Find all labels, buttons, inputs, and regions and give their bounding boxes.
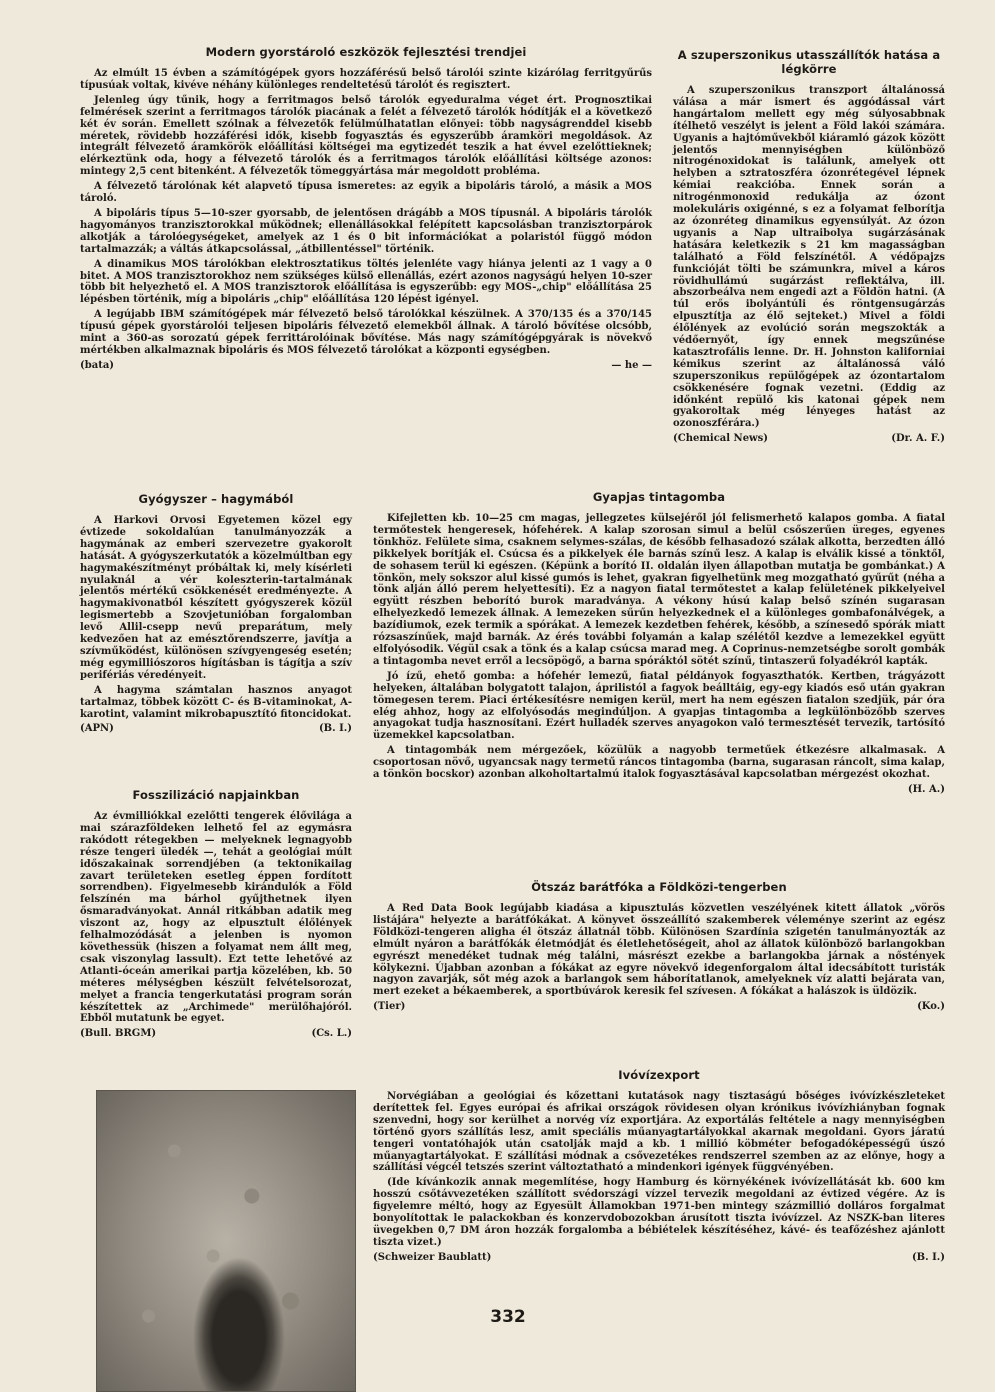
source-label: (bata) [80,359,115,371]
paragraph: Norvégiában a geológiai és kőzettani kutatások nagy tisztaságú bőséges ivóvízkészleteket derítettek fel. Egyes európai és afrikai országok rövidesen olyan krónikus ivóvízhiányban fognak szenvedni, hogy sor kerülhet a norvég víz exportjára. Az exportálás feltétele a nagy mennyiségben történő gyors szállítás lesz, amit speciális műanyagtartályokkal akarnak megoldani. Gyors járatú tengeri vontatóhajók után csatolják majd a kb. 1 millió köbméter befogadóképességű úszó műanyagtartályokat. E szállítási módnak a csővezetékes rendszerrel szemben az az előnye, hogy a szállítási végcél tetszés szerint változtatható a mindenkori igények függvényében. [373,1091,945,1174]
source-label: (Chemical News) [673,433,769,445]
page-number: 332 [490,1307,526,1327]
source-label: (APN) [80,723,114,735]
signature-line [373,1252,945,1264]
paragraph: A szuperszonikus transzport általánossá válása a már ismert és aggódással várt hangártalom mellett egy még súlyosabbnak ítélhető veszélyt is jelent a Föld lakói számára. Ugyanis a hajtóművekből kiáramló gázok között jelentős mennyiségben különböző nitrogénoxidokat is találunk, amelyek ott helyben a sztratoszféra ózonrétegével lépnek kémiai reakcióba. Ennek során a nitrogénmonoxid redukálja az ózont molekuláris oxigénné, s ez a folyamat felborítja az ózonréteg dinamikus egyensúlyát. Az ózon ugyanis a Nap ultraibolya sugárzásának hatására keletkezik s 21 km magasságban található a Föld felszínétől. A védőpajzs funkcióját tölti be számunkra, mivel a káros rövidhullámú sugárzást reflektálva, ill. abszorbeálva nem engedi azt a Földön hatni. (A túl erős ibolyántúli és röntgensugárzás elpusztítja az élő sejteket.) Mivel a földi élőlények az evolúció során megszokták a védőernyőt, így ennek megszűnése katasztrofális lenne. Dr. H. Johnston kaliforniai kémikus szerint az általánossá váló szuperszonikus repülőgépek az ózontartalom csökkenésére fognak vezetni. (Eddig az időnként repülő kis katonai gépek nem gyakoroltak még lényeges hatást az ozonoszférára.) [673,85,945,430]
paragraph: A hagyma számtalan hasznos anyagot tartalmaz, többek között C- és B-vitaminokat, A-karotint, valamint mikrobapusztító fitoncidokat. [80,684,352,720]
signature-line [373,784,945,796]
author-label: (B. I.) [911,1251,945,1263]
author-label: (Cs. L.) [311,1028,352,1040]
paragraph: A félvezető tárolónak két alapvető típusa ismeretes: az egyik a bipoláris tároló, a másik a MOS tároló. [80,181,652,205]
article-title: Fosszilizáció napjainkban [132,788,300,802]
article-title: A szuperszonikus utasszállítók hatása a légkörre [677,48,941,76]
paragraph: A Red Data Book legújabb kiadása a kipusztulás közvetlen veszélyének kitett állatok „vörös listájára" helyezte a barátfókákat. A könyvet összeállító szakemberek véleménye szerint az egész Földközi-tengeren aligha él ötszáz állatnál több. Különösen Szardínia szigetén tanulmányozták az elmúlt nyáron a barátfókák életmódját és életlehetőségeit, ahol az állatok különböző barlangokban egyrészt menedéket tudnak még találni, másrészt ezekbe a barlangokba járnak a nőstények kölykezni. Újabban azonban a fókákat az egyre növekvő idegenforgalom által idecsábított turisták nagyon zavarják, sőt még azok a barlangok sem háborítatlanok, amelyeknek víz alatti bejárata van, mert ezeket a békaemberek, a sportbúvárok keresik fel szívesen. A fókákat a halászok is üldözik. [373,903,945,998]
seafloor-photo [96,1090,356,1392]
article-title: Modern gyorstároló eszközök fejlesztési trendjei [205,45,527,59]
signature-line [373,1001,945,1013]
article-title: Gyapjas tintagomba [592,490,726,504]
paragraph: Az évmilliókkal ezelőtti tengerek élővilága a mai szárazföldeken lelhető fel az egymásra rakódott rétegekben — melyeknek legnagyobb része tengeri üledék —, tehát a geológiai múlt időszakainak sorrendjében (a tektonikailag zavart területeken esetleg éppen fordított sorrendben). Figyelmesebb kirándulók a Föld felszínén ma bárhol gyűjthetnek ilyen ősmaradványokat. Annál ritkábban adatik meg viszont az, hogy az elpusztult élőlények felhalmozódását a jelenben is nyomon követhessük (hiszen a folyamat nem állt meg, csak viszonylag lassult). Ezt tette lehetővé az Atlanti-óceán amerikai partja közelében, kb. 50 méteres mélységben készült felvételsorozat, melyet a francia tengerkutatási program során készítettek az „Archimede" merülőhajóról. Ebből mutatunk be egyet. [80,811,352,1025]
author-label: (Ko.) [917,1001,945,1013]
paragraph: A legújabb IBM számítógépek már félvezető belső tárolókkal készülnek. A 370/135 és a 370/145 típusú gépek gyorstárolói teljesen bipoláris félvezető elemekből állnak. A tároló bővítése olcsóbb, mint a 360-as sorozatú gépek ferrittárolóinak bővítése. Más nagy számítógépgyárak is növekvő mértékben alkalmaznak bipoláris és MOS félvezető tárolókat a központi egységben. [80,309,652,356]
source-label: (Bull. BRGM) [80,1028,157,1040]
author-label: (Dr. A. F.) [891,433,945,445]
paragraph: (Ide kívánkozik annak megemlítése, hogy Hamburg és környékének ivóvízellátását kb. 600 km hosszú csőtávvezetéken szállított svédországi vízzel tervezik megoldani az évtized végére. Az is figyelemre méltó, hogy az Egyesült Államokban 1971-ben mintegy százmillió dolláros forgalmat bonyolítottak le palackokban és konzervdobozokban árusított tiszta ivóvízzel. Az NSZK-ban literes üvegekben 0,7 DM áron hozzák forgalomba a bébiételek készítéséhez, kávé- és teafőzéshez ajánlott tiszta vizet.) [373,1177,945,1248]
article-fossilization [80,788,352,1040]
paragraph: Az elmúlt 15 évben a számítógépek gyors hozzáférésű belső tárolói szinte kizárólag ferritgyűrűs típusúak voltak, kivéve néhány különleges rendeltetésű tárolót és regisztert. [80,68,652,91]
paragraph: A dinamikus MOS tárolókban elektrosztatikus töltés jelenléte vagy hiánya jelenti az 1 vagy a 0 bitet. A MOS tranzisztorokhoz nem szükséges külső ellenállás, ezért azonos nagyságú helyen 10-szer több bit helyezhető el. A MOS tranzisztorok előállítása is egyszerűbb: egy MOS-„chip" előállítása 25 lépésben történik, míg a bipoláris „chip" előállítása 120 lépést igényel. [80,258,652,306]
author-label: (B. I.) [318,723,352,735]
paragraph: Jó ízű, ehető gomba: a hófehér lemezű, fiatal példányok fogyaszthatók. Kertben, trágyázott helyeken, általában bolygatott talajon, áprilistól a fagyok beálltáig, egy-egy kiadós eső után gyakran tömegesen terem. Piaci értékesítésre nemigen kerül, mert ha nem egészen fiatalon szedjük, pár óra elég ahhoz, hogy az elfolyósodás megindúljon. A gyapjas tintagomba a legkülönbözőbb szerves anyagokat tudja hasznosítani. Ezért hulladék szerves anyagokon való termesztését tervezik, tartósító üzemekkel kapcsolatban. [373,670,945,742]
paragraph: Kifejletten kb. 10—25 cm magas, jellegzetes külsejéről jól felismerhető kalapos gomba. A fiatal termőtestek hengeresek, hófehérek. A kalap szorosan simul a belül csőszerűen üreges, egyenes tönkhöz. Felülete sima, csaknem selymes-szálas, de később felhasadozó szálak alkotta, berzedten álló pikkelyek borítják el. Csúcsa és a pikkelyek éle barnás színű lesz. A kalap is elválik kissé a tönktől, de sohasem terül ki egészen. (Képünk a borító II. oldalán ilyen állapotban mutatja be gombánkat.) A tönkön, mely sokszor alul kissé gumós is lehet, gyakran figyelhetünk meg mozgatható gyűrűt (néha a tönk alján álló perem helyettesíti). Ez a nagyon fiatal termőtestet a kalap felületének pikkelyeivel együtt részben beborító burok maradványa. A vékony húsú kalap belső színén sugarasan elhelyezkedő lemezek állnak. A lemezeken sűrűn helyezkednek el a különleges gombafonálvégek, a bazídiumok, ezek termik a spórákat. A lemezek kezdetben fehérek, később, a színesedő spórák miatt rózsaszínűek, majd barnák. Az érés további folyamán a kalap szélétől kezdve a lemezekkel együtt elfolyósodik. Végül csak a tönk és a kalap csúcsa marad meg. A Coprinus-nemzetségbe sorolt gombák a tintagomba nevet erről a lecsöpögő, a barna spóráktól sötét színű, tintaszerű folyadékról kapták. [373,513,945,667]
article-supersonic [673,48,945,445]
article-title: Ötszáz barátfóka a Földközi-tengerben [531,880,787,894]
paragraph: Jelenleg úgy tűnik, hogy a ferritmagos belső tárolók egyeduralma véget ért. Prognosztikai felmérések szerint a ferritmagos tárolók piacának a felét a félvezető tárolók hódítják el a következő két év során. Emellett szólnak a félvezetők felülmúlhatatlan előnyei: több nagyságrenddel kisebb méretek, rövidebb hozzáférési idők, kisebb fogyasztás és egyszerűbb áramköri megoldások. Az integrált félvezető áramkörök előállítási költségei ma egytizedét teszik a hat évvel ezelőttieknek; elérkeztünk oda, hogy a félvezető tárolók és a ferritmagos tárolók előállítási költsége azonos: mintegy 2,5 cent bitenként. A félvezetők tömeggyártása már megoldott probléma. [80,94,652,178]
article-storage-devices [80,45,652,372]
article-water-export [373,1068,945,1264]
article-onion-medicine [80,492,352,735]
author-label: (H. A.) [907,783,945,795]
article-ink-cap [373,490,945,796]
source-label: (Tier) [373,1001,406,1013]
article-title: Ivóvízexport [618,1068,700,1082]
paragraph: A Harkovi Orvosi Egyetemen közel egy évtizede sokoldalúan tanulmányozzák a hagymának az emberi szervezetre gyakorolt hatását. A gyógyszerkutatók a közelmúltban egy hagymakészítményt próbáltak ki, mely kísérleti nyulaknál a vér koleszterin-tartalmának jelentős mértékű csökkenését eredményezte. A hagymakivonatból készített gyógyszerek közül legismertebb a Szovjetunióban forgalomban levő Allil-csepp nevű preparátum, mely kedvezően hat az emésztőrendszerre, javítja a szívműködést, különösen szívgyengeség esetén; még egymilliószoros hígításban is tágítja a szív perifériás véredényeit. [80,515,352,681]
signature-line [673,433,945,445]
author-label: — he — [611,359,652,371]
article-monk-seal [373,880,945,1013]
paragraph: A tintagombák nem mérgezőek, közülük a nagyobb termetűek étkezésre alkalmasak. A csoportosan növő, ugyancsak nagy termetű ráncos tintagomba (barna, sugarasan ráncolt, sima kalap, a tönkön bocskor) azonban alkoholtartalmú italok fogyasztásával kapcsolatban mérgezést okozhat. [373,745,945,781]
source-label: (Schweizer Baublatt) [373,1251,492,1263]
signature-line [80,360,652,372]
signature-line [80,1028,352,1040]
paragraph: A bipoláris típus 5—10-szer gyorsabb, de jelentősen drágább a MOS típusnál. A bipoláris tárolók hagyományos tranzisztorokkal működnek; ellenállásokkal felépített kapcsolásban tranzisztorpárok alkotják a tárolóegységeket, amelyek az 1 és 0 bit információkat a polaristól függő módon tartalmazzák; a váltás átkapcsolással, „átbillentéssel" történik. [80,207,652,255]
signature-line [80,723,352,735]
article-title: Gyógyszer – hagymából [138,492,294,506]
